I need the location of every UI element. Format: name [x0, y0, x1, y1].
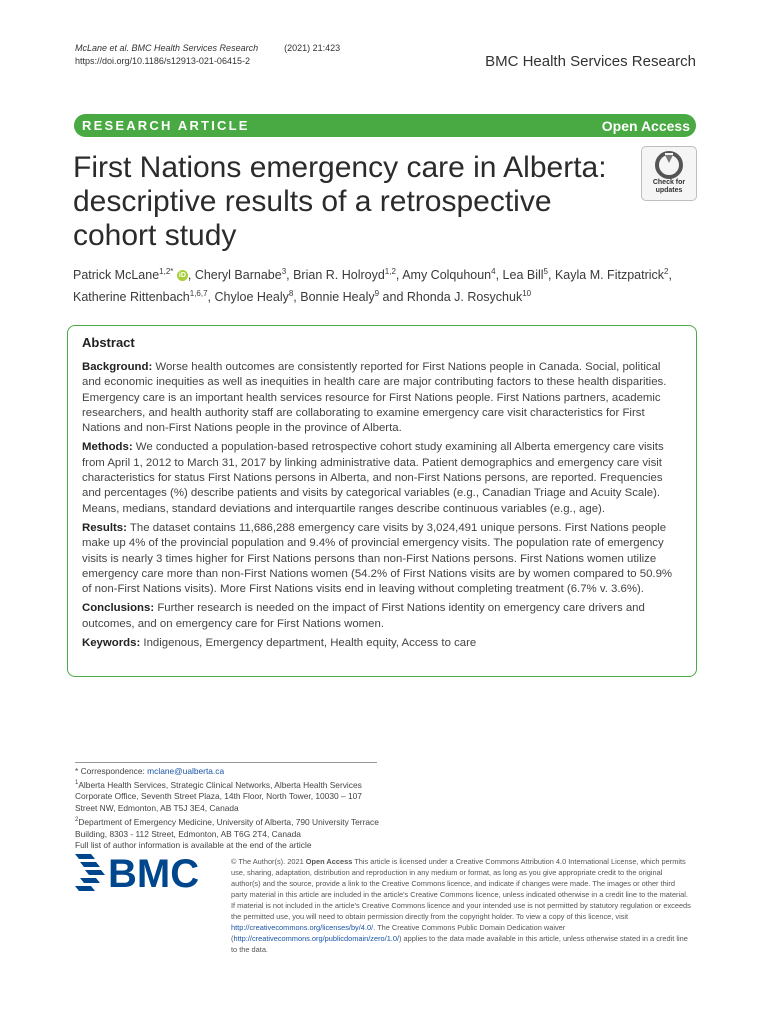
author-affiliation: 8: [288, 288, 294, 298]
background-label: Background:: [82, 361, 153, 373]
orcid-icon[interactable]: iD: [178, 272, 186, 280]
article-title: First Nations emergency care in Alberta: descriptive results of a retrospective cohort study: [73, 151, 607, 252]
more-author-info: Full list of author information is available at the end of the article: [75, 840, 312, 851]
affiliation-1-number: 1: [75, 779, 79, 786]
check-for-updates-line2: updates: [655, 187, 683, 194]
author-affiliation: 1,2*: [159, 266, 174, 276]
methods-label: Methods:: [82, 441, 133, 454]
license-text-2: . The Creative Commons Public Domain Dedication waiver (: [231, 923, 566, 943]
author-affiliation: 1,6,7: [189, 288, 208, 298]
author: [293, 268, 396, 282]
author-name: Katherine Rittenbach: [73, 290, 190, 304]
keywords-text: Indigenous, Emergency department, Health equity, Access to care: [143, 637, 477, 650]
open-access-label: Open Access: [601, 117, 690, 134]
abstract-box: [67, 325, 697, 677]
author: [73, 268, 188, 282]
conclusions-text: Further research is needed on the impact of First Nations identity on emergency care drivers and outcomes, and on emergency care for First Nations women.: [82, 602, 645, 630]
abstract-methods: [82, 440, 682, 516]
journal-name: BMC Health Services Research: [485, 53, 696, 70]
license-link-by[interactable]: http://creativecommons.org/licenses/by/4.0/: [231, 923, 374, 932]
correspondence: [75, 766, 385, 778]
author: [503, 268, 548, 282]
author: [407, 290, 531, 304]
check-for-updates-icon: [654, 151, 684, 179]
bmc-logo-text: BMC: [108, 852, 200, 892]
author-name: Lea Bill: [502, 268, 544, 282]
article-type: RESEARCH ARTICLE: [82, 118, 250, 133]
abstract-results: [82, 521, 682, 597]
abstract-background: [82, 360, 682, 436]
author-name: Brian R. Holroyd: [293, 268, 385, 282]
keywords-label: Keywords:: [82, 637, 141, 650]
results-text: The dataset contains 11,686,288 emergency care visits by 3,024,491 unique persons. First Nations people make up 4% of the provincial population and 9.4% of provincial emergency visits. The population rate of emergency visits is nearly 3 times higher for First Nations persons than non-First Nations persons. First Nations women utilize emergency care more than non-First Nations women (54.2% of First Nations visits are by women compared to 50.9% of non-First Nations visits). More First Nations visits end in leaving without completing treatment (6.7% v. 3.6%).: [82, 521, 673, 596]
affiliation-2: [75, 815, 385, 840]
results-label: Results:: [82, 521, 127, 534]
author-name: Kayla M. Fitzpatrick: [554, 268, 665, 282]
article-type-banner: [74, 114, 696, 137]
author: [555, 268, 669, 282]
author: [215, 290, 294, 304]
license-text-3: ) applies to the data made available in this article, unless otherwise stated in a credit line to the data.: [231, 934, 688, 954]
author-name: Cheryl Barnabe: [194, 268, 282, 282]
author-affiliation: 3: [281, 266, 287, 276]
author-name: Rhonda J. Rosychuk: [406, 290, 523, 304]
author-affiliation: 5: [543, 266, 548, 276]
author: [195, 268, 286, 282]
author: [73, 290, 208, 304]
license-copyright: © The Author(s). 2021: [231, 857, 304, 866]
abstract-keywords: [82, 636, 682, 651]
citation-year: (2021) 21:423: [284, 43, 341, 53]
abstract-heading: Abstract: [82, 335, 135, 350]
author-affiliation: 4: [491, 266, 496, 276]
author-affiliation: 1,2: [384, 266, 396, 276]
affiliation-1-text: Alberta Health Services, Strategic Clinical Networks, Alberta Health Services Corporate Office, Seventh Street Plaza, 14th Floor, North Tower, 10030 – 107 Street NW, Edmonton, AB T5J 3E4, Canada: [75, 779, 362, 814]
author-name: Chyloe Healy: [214, 290, 289, 304]
author-list: Patrick McLane$^{1,2*}$ iD , Cheryl Barnabe$^3$, Brian R. Holroyd$^{1,2}$, Amy Colquhoun$^4$, Lea Bill$^5$, Kayla M. Fitzpatrick$^2$, Katherine Rittenbach$^{1,6,7}$, Chyloe Healy$^8$, Bonnie Healy$^9$ and Rhonda J. Rosychuk$^{10}$: [73, 266, 672, 304]
affiliation-2-text: Department of Emergency Medicine, University of Alberta, 790 University Terrace Building, 8303 - 112 Street, Edmonton, AB T6G 2T4, Canada: [75, 816, 379, 839]
citation-authors: McLane et al. BMC Health Services Research: [75, 43, 259, 53]
license-statement: [231, 856, 691, 955]
author-name: Patrick McLane: [73, 268, 160, 282]
license-link-zero[interactable]: http://creativecommons.org/publicdomain/zero/1.0/: [233, 934, 400, 943]
background-text: Worse health outcomes are consistently reported for First Nations people in Canada. Social, political and economic inequities as well as inequities in health care are major contributing factors to these health disparities. Emergency care is an important health services resource for First Nations people. First Nations partners, academic researchers, and health authority staff are collaborating to examine emergency care visit characteristics for First Nations and non-First Nations people in the province of Alberta.: [82, 361, 667, 435]
author-affiliation: 9: [374, 288, 380, 298]
author-name: Amy Colquhoun: [402, 268, 492, 282]
doi-link[interactable]: https://doi.org/10.1186/s12913-021-06415-2: [75, 56, 250, 66]
author-affiliation: 2: [664, 266, 669, 276]
author: [300, 290, 379, 304]
check-for-updates-badge[interactable]: [641, 146, 697, 201]
author-name: Bonnie Healy: [300, 290, 375, 304]
affiliation-1: [75, 778, 385, 815]
footnotes: [75, 766, 385, 852]
author: [402, 268, 495, 282]
bmc-logo: [75, 850, 217, 892]
abstract-conclusions: [82, 601, 682, 632]
affiliation-2-number: 2: [75, 816, 79, 823]
footnote-divider: [75, 762, 377, 763]
author-affiliation: 10: [522, 288, 532, 298]
running-header: [75, 42, 340, 68]
license-text-1: This article is licensed under a Creative Commons Attribution 4.0 International License, which permits use, sharing, adaptation, distribution and reproduction in any medium or format, as long as you give appropriate credit to the original author(s) and the source, provide a link to the Creative Commons licence, and indicate if changes were made. The images or other third party material in this article are included in the article's Creative Commons licence, unless indicated otherwise in a credit line to the material. If material is not included in the article's Creative Commons licence and your intended use is not permitted by statutory regulation or exceeds the permitted use, you will need to obtain permission directly from the copyright holder. To view a copy of this licence, visit: [231, 857, 691, 921]
check-for-updates-line1: Check for: [652, 179, 686, 186]
correspondence-label: * Correspondence:: [75, 766, 145, 776]
conclusions-label: Conclusions:: [82, 602, 155, 615]
correspondence-email-link[interactable]: mclane@ualberta.ca: [147, 766, 225, 776]
license-open-access-label: Open Access: [305, 857, 353, 866]
methods-text: We conducted a population-based retrospective cohort study examining all Alberta emergency care visits from April 1, 2012 to March 31, 2017 by linking administrative data. Patient demographics and emergency care visit characteristics for status First Nations persons in Alberta, and non-First Nations persons, are reported. Frequencies and percentages (%) describe patients and visits by categorical variables (e.g., Canadian Triage and Acuity Scale). Means, medians, standard deviations and interquartile ranges describe continuous variables (e.g., age).: [82, 441, 664, 515]
